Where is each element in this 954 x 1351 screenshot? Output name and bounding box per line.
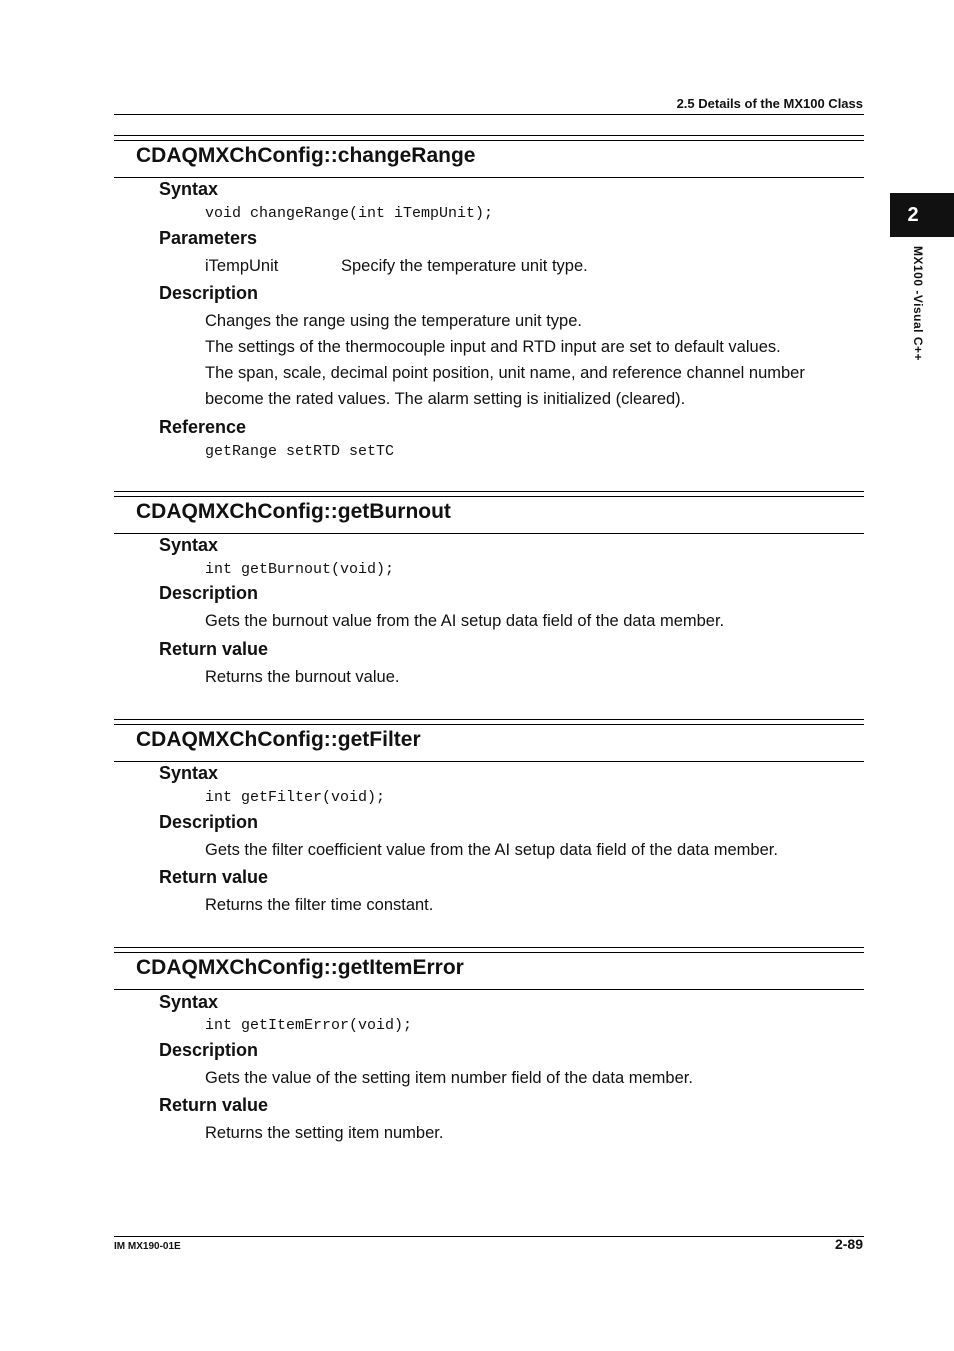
section-change-range: [114, 135, 864, 465]
description-heading: Description: [159, 583, 259, 603]
syntax-code: int getItemError(void);: [205, 1017, 413, 1034]
section-rule: [114, 496, 864, 497]
description-line: Changes the range using the temperature unit type.: [205, 312, 582, 330]
description-line: The settings of the thermocouple input and RTD input are set to default values.: [205, 338, 781, 356]
section-rule: [114, 947, 864, 948]
description-heading: Description: [159, 283, 259, 303]
description-heading: Description: [159, 812, 259, 832]
parameters-heading: Parameters: [159, 228, 258, 248]
reference-heading: Reference: [159, 417, 247, 437]
syntax-code: int getBurnout(void);: [205, 561, 395, 578]
section-rule: [114, 761, 864, 762]
section-get-filter: [114, 719, 864, 919]
footer-rule: [114, 1236, 864, 1237]
syntax-heading: Syntax: [159, 763, 219, 783]
header-rule: [114, 114, 864, 115]
return-value-text: Returns the burnout value.: [205, 668, 400, 686]
section-rule: [114, 177, 864, 178]
section-rule: [114, 135, 864, 136]
section-rule: [114, 491, 864, 492]
syntax-heading: Syntax: [159, 179, 219, 199]
syntax-heading: Syntax: [159, 535, 219, 555]
syntax-heading: Syntax: [159, 992, 219, 1012]
description-line: Gets the filter coefficient value from the AI setup data field of the data member.: [205, 841, 778, 859]
section-title: CDAQMXChConfig::getBurnout: [136, 500, 451, 523]
section-rule: [114, 140, 864, 141]
parameter-name: iTempUnit: [205, 257, 279, 275]
parameter-description: Specify the temperature unit type.: [341, 257, 588, 275]
section-rule: [114, 989, 864, 990]
description-heading: Description: [159, 1040, 259, 1060]
return-value-text: Returns the filter time constant.: [205, 896, 434, 914]
running-header: 2.5 Details of the MX100 Class: [676, 96, 863, 111]
description-line: Gets the burnout value from the AI setup data field of the data member.: [205, 612, 725, 630]
chapter-number: 2: [907, 203, 919, 226]
chapter-tab: [890, 193, 954, 237]
section-rule: [114, 952, 864, 953]
syntax-code: void changeRange(int iTempUnit);: [205, 205, 494, 222]
description-line: The span, scale, decimal point position, unit name, and reference channel number: [205, 364, 805, 382]
section-title: CDAQMXChConfig::changeRange: [136, 144, 476, 167]
description-line: become the rated values. The alarm setting is initialized (cleared).: [205, 390, 686, 408]
section-get-item-error: [114, 947, 864, 1147]
return-value-heading: Return value: [159, 1095, 269, 1115]
section-rule: [114, 724, 864, 725]
reference-code: getRange setRTD setTC: [205, 443, 395, 460]
document-id: IM MX190-01E: [114, 1241, 181, 1252]
description-line: Gets the value of the setting item number field of the data member.: [205, 1069, 693, 1087]
section-get-burnout: [114, 491, 864, 691]
return-value-heading: Return value: [159, 639, 269, 659]
page-number: 2-89: [834, 1236, 863, 1252]
return-value-text: Returns the setting item number.: [205, 1124, 444, 1142]
return-value-heading: Return value: [159, 867, 269, 887]
section-title: CDAQMXChConfig::getFilter: [136, 728, 421, 751]
section-rule: [114, 719, 864, 720]
syntax-code: int getFilter(void);: [205, 789, 386, 806]
chapter-side-label: MX100 -Visual C++: [911, 246, 925, 361]
section-rule: [114, 533, 864, 534]
section-title: CDAQMXChConfig::getItemError: [136, 956, 464, 979]
